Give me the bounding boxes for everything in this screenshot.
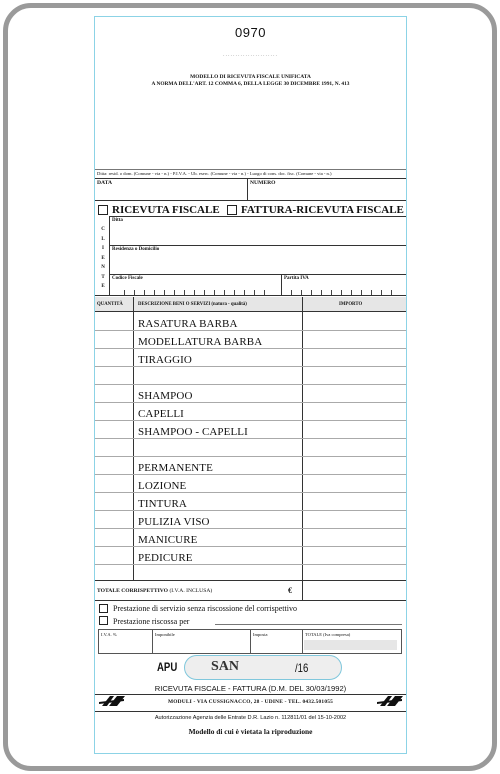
imponibile-label: Imponibile <box>155 632 175 637</box>
table-row: PULIZIA VISO <box>138 516 210 528</box>
series-stamp <box>184 655 342 680</box>
cliente-letter: T <box>101 274 105 280</box>
cliente-letter: N <box>101 265 105 270</box>
receipt-form <box>94 16 407 754</box>
cliente-letter: E <box>101 255 105 261</box>
totale-field <box>304 640 397 650</box>
ricevuta-label: RICEVUTA FISCALE <box>112 204 220 216</box>
fattura-checkbox[interactable] <box>227 205 237 215</box>
collected-checkbox[interactable] <box>99 616 108 625</box>
heading-line-1: MODELLO DI RICEVUTA FISCALE UNIFICATA <box>190 74 311 80</box>
table-row: PEDICURE <box>138 552 193 564</box>
cliente-letter: L <box>101 236 105 242</box>
reproduction-notice: Modello di cui è vietata la riproduzione <box>188 727 313 736</box>
divider <box>109 216 407 217</box>
ditta-label: Ditta <box>112 218 123 223</box>
col-importo: IMPORTO <box>339 302 363 307</box>
table-row: RASATURA BARBA <box>138 318 238 330</box>
iva-pct-label: I.V.A. % <box>101 632 117 637</box>
divider <box>95 600 407 601</box>
divider <box>95 200 407 201</box>
divider <box>95 295 407 296</box>
fattura-label: FATTURA-RICEVUTA FISCALE <box>241 204 404 216</box>
collected-label: Prestazione riscossa per <box>113 617 190 626</box>
imposta-label: Imposta <box>253 632 268 637</box>
imposta-cell[interactable] <box>251 630 303 653</box>
table-row: TIRAGGIO <box>138 354 192 366</box>
table-row: SHAMPOO - CAPELLI <box>138 426 248 438</box>
divider <box>95 311 407 312</box>
authorization-text: Autorizzazione Agenzia delle Entrate D.R. Lazio n. 112811/01 del 15-10-2002 <box>154 715 347 721</box>
total-label-text: TOTALE CORRISPETTIVO <box>97 588 169 594</box>
date-label: DATA <box>97 180 113 186</box>
partita-iva-label: Partita IVA <box>284 276 309 281</box>
divider <box>95 178 407 179</box>
total-label-suffix: (I.V.A. INCLUSA) <box>169 588 213 594</box>
divider <box>109 216 110 295</box>
divider <box>281 274 282 295</box>
total-label <box>97 588 212 594</box>
series-prefix: APU <box>157 660 178 674</box>
table-row: TINTURA <box>138 498 187 510</box>
imponibile-cell[interactable] <box>153 630 251 653</box>
series-code: SAN <box>211 659 240 674</box>
residenza-label: Residenza o Domicilio <box>112 247 160 252</box>
divider <box>95 169 407 170</box>
divider <box>109 245 407 246</box>
table-row: CAPELLI <box>138 408 184 420</box>
form-heading <box>95 74 406 88</box>
number-label: NUMERO <box>250 180 276 186</box>
table-row: MODELLATURA BARBA <box>138 336 263 348</box>
publisher-info: MODULI - VIA CUSSIGNACCO, 28 - UDINE - TEL. 0432.501055 <box>167 699 334 705</box>
iva-pct-cell[interactable] <box>99 630 153 653</box>
number-dots: ...................... <box>223 52 278 58</box>
table-row: MANICURE <box>138 534 198 546</box>
collected-field[interactable] <box>215 624 402 625</box>
no-payment-checkbox[interactable] <box>99 604 108 613</box>
issuer-caption: Ditta: resid. o dom. (Comune - via - n.) - P.I.V.A. - Ub. eserc. (Comune - via - n.) - Luogo di cons. doc. fisc. (Comune - via - n.) <box>97 171 332 176</box>
iva-table <box>98 629 402 654</box>
divider <box>95 694 407 695</box>
col-divider <box>302 297 303 600</box>
codice-fiscale-label: Codice Fiscale <box>112 276 143 281</box>
euro-symbol: € <box>288 586 292 595</box>
cliente-letter: E <box>101 284 105 289</box>
ricevuta-checkbox[interactable] <box>98 205 108 215</box>
no-payment-label: Prestazione di servizio senza riscossione del corrispettivo <box>113 604 297 613</box>
cliente-letter: I <box>102 246 104 251</box>
divider <box>109 274 407 275</box>
divider <box>247 178 248 200</box>
table-row: SHAMPOO <box>138 390 193 402</box>
receipt-number: 0970 <box>235 25 266 40</box>
divider <box>95 580 407 581</box>
col-quantita: QUANTITÀ <box>97 302 123 307</box>
divider <box>95 711 407 712</box>
col-descrizione: DESCRIZIONE BENI O SERVIZI (natura - qualità) <box>138 302 247 307</box>
footer-title: RICEVUTA FISCALE - FATTURA (D.M. DEL 30/03/1992) <box>154 684 347 693</box>
cliente-letter: C <box>101 227 105 232</box>
table-row: PERMANENTE <box>138 462 213 474</box>
series-year: /16 <box>295 661 309 675</box>
table-row: LOZIONE <box>138 480 187 492</box>
cliente-vertical-label <box>100 225 106 292</box>
publisher-logo-right <box>376 695 404 707</box>
totale-label: TOTALE (Iva compresa) <box>305 632 351 637</box>
heading-line-2: A NORMA DELL'ART. 12 COMMA 6, DELLA LEGGE 30 DICEMBRE 1991, N. 413 <box>151 81 350 87</box>
